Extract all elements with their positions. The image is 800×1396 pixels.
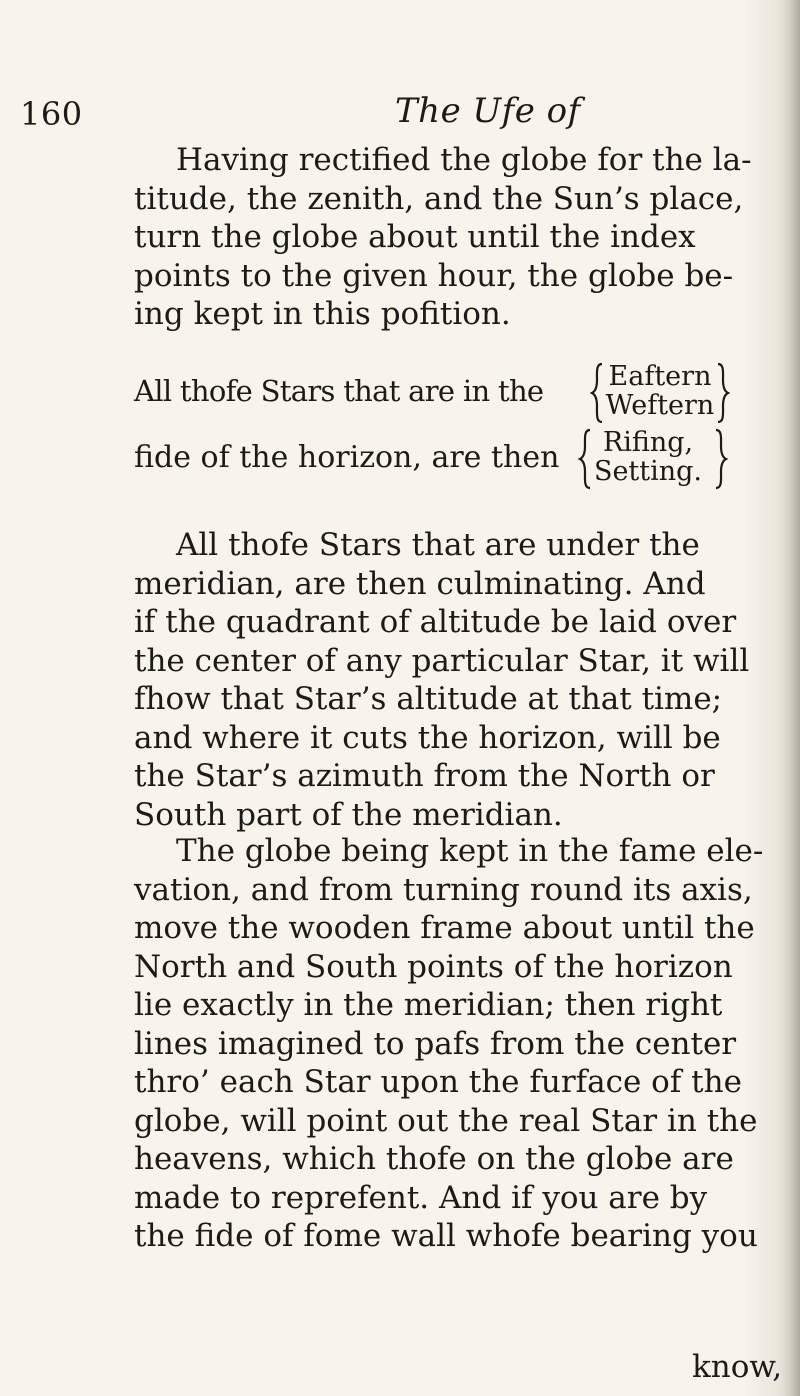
brace-row-lead: All thofe Stars that are in the <box>134 374 544 408</box>
catchword: know, <box>692 1349 783 1385</box>
text-line: vation, and from turning round its axis, <box>134 871 753 908</box>
text-line: thro’ each Star upon the furface of the <box>134 1064 742 1100</box>
brace-option-bottom: Weftern <box>605 390 715 421</box>
text-line: lines imagined to pafs from the center <box>134 1025 737 1062</box>
paragraph-3 <box>134 832 776 1256</box>
right-brace-icon <box>714 428 728 490</box>
left-brace-icon <box>578 428 592 490</box>
text-line: if the quadrant of altitude be laid over <box>134 604 737 640</box>
brace-row-lead: fide of the horizon, are then <box>134 440 560 475</box>
text-line: South part of the meridian. <box>134 796 563 833</box>
text-line: the fide of fome wall whofe bearing you <box>134 1218 758 1254</box>
text-line: the center of any particular Star, it will <box>134 642 750 679</box>
text-line: Having rectified the globe for the la- <box>176 142 752 178</box>
text-line: made to reprefent. And if you are by <box>134 1179 708 1216</box>
paragraph-1 <box>134 141 776 334</box>
text-line: move the wooden frame about until the <box>134 910 755 946</box>
brace-option-bottom: Setting. <box>593 456 703 487</box>
text-line: lie exactly in the meridian; then right <box>134 987 723 1023</box>
text-line: points to the given hour, the globe be- <box>134 257 734 294</box>
text-line: the Star’s azimuth from the North or <box>134 758 715 794</box>
text-line: and where it cuts the horizon, will be <box>134 719 721 756</box>
brace-row-2 <box>134 428 776 490</box>
running-head: The Ufe of <box>395 91 581 131</box>
page-edge-shadow <box>782 0 800 1396</box>
text-line: The globe being kept in the fame ele- <box>176 833 764 869</box>
text-line: heavens, which thofe on the globe are <box>134 1141 734 1177</box>
text-line: meridian, are then culminating. And <box>134 565 706 602</box>
text-line: North and South points of the horizon <box>134 948 733 985</box>
text-line: turn the globe about until the index <box>134 219 696 255</box>
text-line: titude, the zenith, and the Sun’s place, <box>134 180 744 217</box>
text-line: globe, will point out the real Star in the <box>134 1102 758 1139</box>
right-brace-icon <box>716 362 730 424</box>
brace-row-1 <box>134 362 776 424</box>
text-line: fhow that Star’s altitude at that time; <box>134 681 723 717</box>
text-line: ing kept in this pofition. <box>134 296 511 332</box>
left-brace-icon <box>590 362 604 424</box>
text-line: All thofe Stars that are under the <box>176 527 700 563</box>
brace-options-2 <box>592 428 704 486</box>
brace-options-1 <box>604 362 716 420</box>
brace-option-top: Rifing, <box>602 427 694 458</box>
paragraph-2 <box>134 526 776 834</box>
page-number: 160 <box>20 95 83 133</box>
brace-option-top: Eaftern <box>608 361 712 392</box>
